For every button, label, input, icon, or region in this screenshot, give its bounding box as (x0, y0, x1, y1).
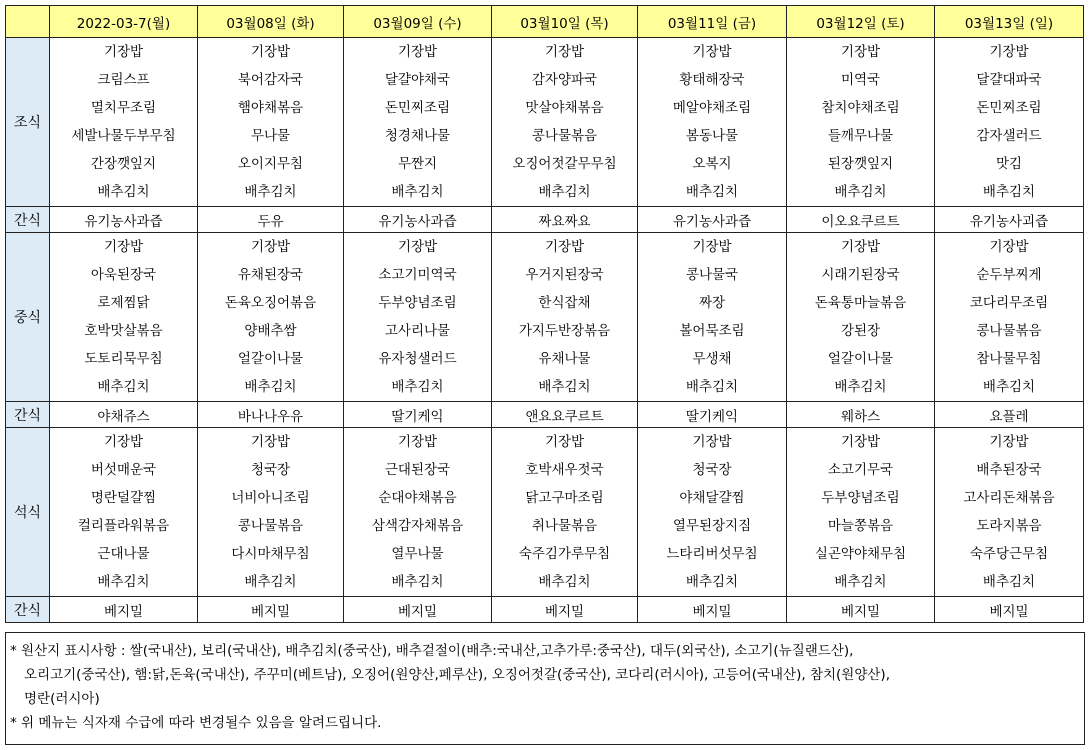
lunch-cell (787, 233, 935, 402)
menu-item: 배추된장국 (976, 462, 1042, 478)
menu-item: 배추김치 (244, 184, 297, 200)
breakfast-cell (787, 38, 935, 207)
menu-item: 콩나물국 (685, 267, 739, 283)
menu-item: 근대된장국 (384, 462, 451, 478)
snack-cell: 베지밀 (638, 597, 787, 623)
snack-cell: 짜요짜요 (492, 207, 638, 233)
snack-cell: 요플레 (935, 402, 1084, 428)
menu-item: 햄야채볶음 (237, 100, 304, 116)
lunch-cell (198, 233, 344, 402)
lunch-cell (492, 233, 638, 402)
snack-cell: 유기농사과즙 (50, 207, 198, 233)
dinner-cell (935, 428, 1084, 597)
day-header-mon: 2022-03-7(월) (50, 6, 198, 38)
menu-item: 돈민찌조림 (976, 100, 1042, 116)
menu-item: 배추김치 (97, 184, 150, 200)
menu-item: 기장밥 (250, 44, 291, 60)
menu-item: 기장밥 (103, 239, 144, 255)
menu-item: 오이지무침 (237, 156, 304, 172)
snack-cell: 유기농사과즙 (344, 207, 492, 233)
menu-item: 컬리플라워볶음 (77, 518, 170, 534)
menu-item: 버섯매운국 (90, 462, 157, 478)
snack-cell: 이오요쿠르트 (787, 207, 935, 233)
day-header-thu: 03월10일 (목) (492, 6, 638, 38)
menu-item: 기장밥 (840, 44, 881, 60)
menu-item: 순대야채볶음 (378, 490, 457, 506)
breakfast-cell (198, 38, 344, 207)
menu-item: 취나물볶음 (531, 518, 598, 534)
menu-item: 돈육오징어볶음 (224, 295, 317, 311)
weekly-menu-table (5, 5, 1084, 623)
menu-item: 아욱된장국 (90, 267, 157, 283)
menu-change-notice: * 위 메뉴는 식자재 수급에 따라 변경될수 있음을 알려드립니다. (10, 715, 382, 731)
menu-item: 배추김치 (685, 379, 739, 395)
menu-item: 무나물 (250, 128, 291, 144)
lunch-label: 중식 (6, 233, 50, 402)
menu-item: 기장밥 (397, 239, 438, 255)
menu-item: 맛살야채볶음 (525, 100, 604, 116)
menu-item: 얼갈이나물 (237, 351, 304, 367)
breakfast-cell (492, 38, 638, 207)
menu-item: 오복지 (692, 156, 732, 172)
menu-item: 우거지된장국 (525, 267, 604, 283)
menu-item: 배추김치 (391, 574, 444, 590)
snack-cell: 베지밀 (344, 597, 492, 623)
menu-item: 배추김치 (982, 184, 1036, 200)
menu-item: 배추김치 (685, 184, 739, 200)
menu-item: 도라지볶음 (976, 518, 1042, 534)
menu-item: 배추김치 (834, 379, 887, 395)
snack-cell: 베지밀 (198, 597, 344, 623)
menu-item: 명란덜걀찜 (90, 490, 157, 506)
snack-cell: 두유 (198, 207, 344, 233)
dinner-cell (492, 428, 638, 597)
menu-item: 배추김치 (244, 379, 297, 395)
origin-notice-line-1: * 원산지 표시사항 : 쌀(국내산), 보리(국내산), 배추김치(중국산), 배추겉절이(배추:국내산,고추가루:중국산), 대두(외국산), 소고기(뉴질랜드산), (10, 643, 854, 659)
menu-item: 느타리버섯무침 (666, 546, 758, 562)
menu-item: 배추김치 (982, 574, 1036, 590)
snack-row-afternoon (6, 402, 1084, 428)
menu-item: 달걀대파국 (976, 72, 1042, 88)
menu-item: 오징어젓갈무무침 (512, 156, 617, 172)
menu-item: 두부양념조림 (821, 490, 900, 506)
snack-cell: 베지밀 (492, 597, 638, 623)
menu-item: 맛김 (995, 156, 1023, 172)
menu-item: 참치야채조림 (821, 100, 900, 116)
menu-item: 기장밥 (544, 44, 585, 60)
menu-item: 황태해장국 (679, 72, 745, 88)
menu-item: 고사리돈채볶음 (963, 490, 1055, 506)
menu-item: 무생채 (692, 351, 732, 367)
snack-row-evening (6, 597, 1084, 623)
dinner-label: 석식 (6, 428, 50, 597)
lunch-cell (344, 233, 492, 402)
menu-item: 기장밥 (397, 434, 438, 450)
menu-item: 두부양념조림 (378, 295, 457, 311)
dinner-cell (344, 428, 492, 597)
menu-item: 배추김치 (538, 574, 591, 590)
menu-item: 무짠지 (397, 156, 438, 172)
menu-item: 배추김치 (538, 184, 591, 200)
menu-item: 다시마채무침 (231, 546, 310, 562)
menu-item: 유채된장국 (237, 267, 304, 283)
dinner-row (6, 428, 1084, 597)
menu-item: 배추김치 (244, 574, 297, 590)
breakfast-cell (344, 38, 492, 207)
breakfast-cell (50, 38, 198, 207)
menu-item: 숙주당근무침 (969, 546, 1049, 562)
snack-cell: 베지밀 (787, 597, 935, 623)
menu-item: 야채달걀찜 (679, 490, 745, 506)
snack-cell: 딸기케익 (344, 402, 492, 428)
notes-box (5, 632, 1085, 745)
snack-cell: 딸기케익 (638, 402, 787, 428)
menu-item: 청국장 (692, 462, 732, 478)
menu-item: 삼색감자채볶음 (371, 518, 464, 534)
snack-label: 간식 (6, 402, 50, 428)
menu-item: 미역국 (840, 72, 881, 88)
menu-item: 코다리무조림 (969, 295, 1049, 311)
menu-item: 봄동나물 (685, 128, 739, 144)
day-header-wed: 03월09일 (수) (344, 6, 492, 38)
header-row (6, 6, 1084, 38)
menu-item: 배추김치 (391, 379, 444, 395)
snack-cell: 베지밀 (50, 597, 198, 623)
menu-item: 청경채나물 (384, 128, 451, 144)
menu-item: 얼갈이나물 (827, 351, 894, 367)
dinner-cell (198, 428, 344, 597)
menu-item: 열무나물 (391, 546, 444, 562)
day-header-tue: 03월08일 (화) (198, 6, 344, 38)
menu-item: 배추김치 (685, 574, 739, 590)
origin-notice-line-2: 오리고기(중국산), 햄:닭,돈육(국내산), 주꾸미(베트남), 오징어(원양산,페루산), 오징어젓갈(중국산), 코다리(러시아), 고등어(국내산), 참치(원양산), (24, 667, 890, 683)
menu-item: 배추김치 (391, 184, 444, 200)
menu-item: 기장밥 (692, 239, 732, 255)
menu-item: 기장밥 (840, 434, 881, 450)
menu-item: 돈민찌조림 (384, 100, 451, 116)
menu-item: 숙주김가루무침 (518, 546, 611, 562)
menu-item: 간장깻잎지 (90, 156, 157, 172)
menu-item: 기장밥 (103, 44, 144, 60)
origin-notice-line-3: 명란(러시아) (24, 691, 100, 707)
snack-label: 간식 (6, 597, 50, 623)
day-header-sun: 03월13일 (일) (935, 6, 1084, 38)
menu-item: 콩나물볶음 (237, 518, 304, 534)
menu-item: 볼어묵조림 (679, 323, 745, 339)
menu-item: 유채나물 (538, 351, 591, 367)
menu-item: 소고기미역국 (378, 267, 457, 283)
menu-item: 된장깻잎지 (827, 156, 894, 172)
menu-item: 로제찜닭 (97, 295, 150, 311)
snack-cell: 야채쥬스 (50, 402, 198, 428)
menu-item: 기장밥 (544, 434, 585, 450)
lunch-row (6, 233, 1084, 402)
menu-item: 강된장 (840, 323, 881, 339)
lunch-cell (935, 233, 1084, 402)
menu-item: 세발나물두부무침 (71, 128, 176, 144)
menu-item: 실곤약야채무침 (814, 546, 907, 562)
dinner-cell (638, 428, 787, 597)
breakfast-cell (935, 38, 1084, 207)
menu-item: 유자청샐러드 (378, 351, 457, 367)
menu-item: 북어감자국 (237, 72, 304, 88)
menu-item: 짜장 (698, 295, 726, 311)
breakfast-label: 조식 (6, 38, 50, 207)
menu-item: 배추김치 (834, 184, 887, 200)
menu-item: 배추김치 (834, 574, 887, 590)
menu-item: 고사리나물 (384, 323, 451, 339)
menu-item: 청국장 (250, 462, 291, 478)
lunch-cell (638, 233, 787, 402)
menu-item: 마늘쫑볶음 (827, 518, 894, 534)
dinner-cell (787, 428, 935, 597)
menu-item: 도토리묵무침 (84, 351, 163, 367)
menu-item: 기장밥 (840, 239, 881, 255)
menu-item: 기장밥 (692, 44, 732, 60)
breakfast-row (6, 38, 1084, 207)
menu-item: 감자샐러드 (976, 128, 1042, 144)
menu-item: 기장밥 (989, 44, 1029, 60)
menu-item: 양배추쌈 (244, 323, 297, 339)
breakfast-cell (638, 38, 787, 207)
snack-row-morning (6, 207, 1084, 233)
menu-item: 콩나물볶음 (531, 128, 598, 144)
menu-item: 기장밥 (250, 239, 291, 255)
menu-item: 기장밥 (544, 239, 585, 255)
header-corner (6, 6, 50, 38)
menu-item: 배추김치 (97, 379, 150, 395)
menu-item: 닭고구마조림 (525, 490, 604, 506)
menu-item: 너비아니조림 (231, 490, 310, 506)
menu-item: 배추김치 (982, 379, 1036, 395)
menu-item: 배추김치 (97, 574, 150, 590)
menu-item: 기장밥 (692, 434, 732, 450)
menu-item: 기장밥 (103, 434, 144, 450)
menu-item: 기장밥 (989, 239, 1029, 255)
menu-item: 메알야채조림 (672, 100, 752, 116)
day-header-sat: 03월12일 (토) (787, 6, 935, 38)
menu-item: 호박새우젓국 (525, 462, 604, 478)
menu-item: 참나물무침 (976, 351, 1042, 367)
snack-cell: 유기농사괴즙 (935, 207, 1084, 233)
menu-item: 시래기된장국 (821, 267, 900, 283)
menu-item: 들깨무나물 (827, 128, 894, 144)
lunch-cell (50, 233, 198, 402)
menu-item: 돈육통마늘볶음 (814, 295, 907, 311)
menu-item: 달걀야채국 (384, 72, 451, 88)
menu-item: 기장밥 (989, 434, 1029, 450)
menu-item: 열무된장지짐 (672, 518, 752, 534)
menu-item: 가지두반장볶음 (518, 323, 611, 339)
menu-item: 크림스프 (97, 72, 150, 88)
menu-item: 콩나물볶음 (976, 323, 1042, 339)
menu-item: 호박맛살볶음 (84, 323, 163, 339)
snack-cell: 베지밀 (935, 597, 1084, 623)
menu-item: 소고기무국 (827, 462, 894, 478)
menu-item: 순두부찌게 (976, 267, 1042, 283)
day-header-fri: 03월11일 (금) (638, 6, 787, 38)
menu-item: 감자양파국 (531, 72, 598, 88)
menu-item: 기장밥 (397, 44, 438, 60)
dinner-cell (50, 428, 198, 597)
snack-cell: 유기농사과즙 (638, 207, 787, 233)
menu-item: 배추김치 (538, 379, 591, 395)
snack-cell: 앤요요쿠르트 (492, 402, 638, 428)
snack-label: 간식 (6, 207, 50, 233)
snack-cell: 웨하스 (787, 402, 935, 428)
menu-item: 기장밥 (250, 434, 291, 450)
snack-cell: 바나나우유 (198, 402, 344, 428)
menu-item: 멸치무조림 (90, 100, 157, 116)
menu-item: 근대나물 (97, 546, 150, 562)
menu-item: 한식잡채 (538, 295, 591, 311)
